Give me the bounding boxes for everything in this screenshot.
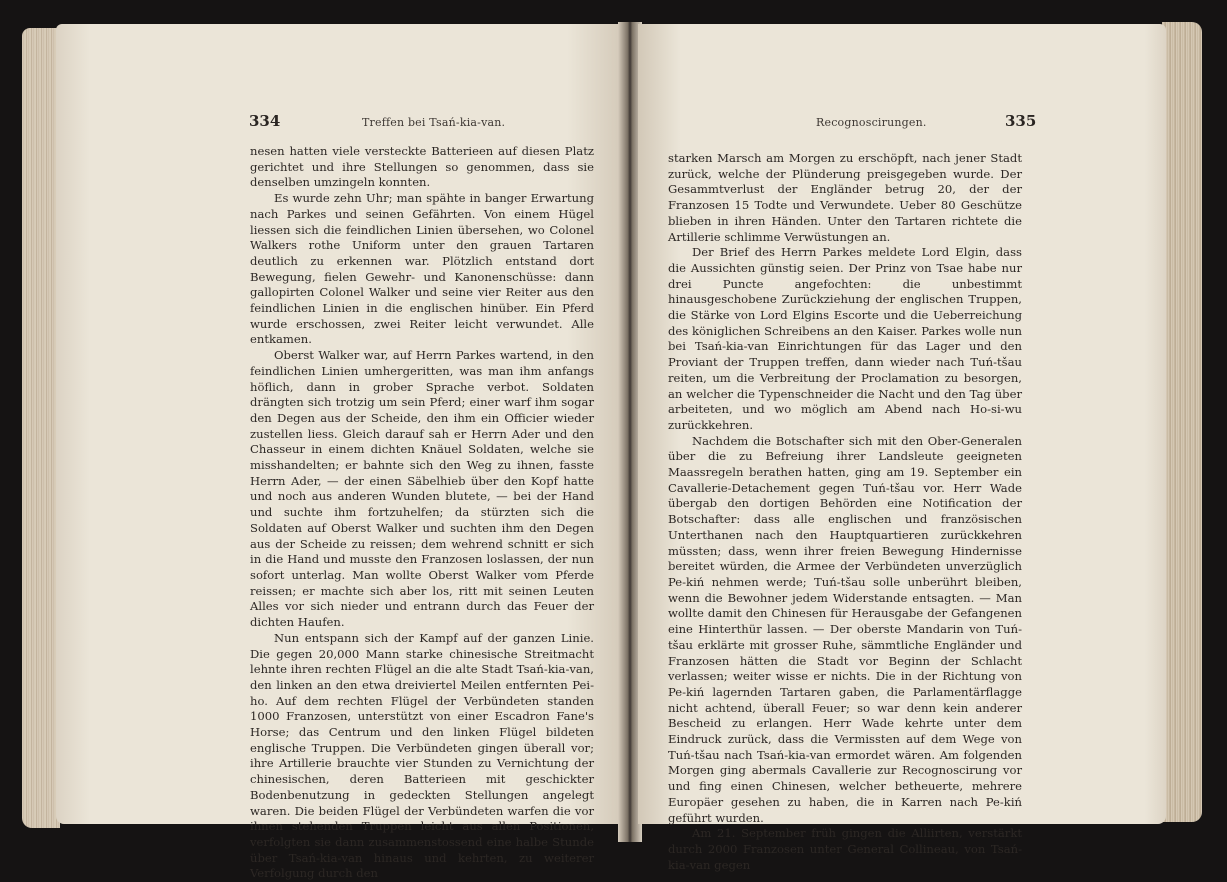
page-edges-right [1162, 22, 1202, 822]
page-number-right: 335 [1005, 112, 1037, 130]
page-edges-left [22, 28, 60, 828]
paragraph: Der Brief des Herrn Parkes meldete Lord Elgin, dass die Aussichten günstig seien. Der Prinz von Tsae habe nur drei Puncte angefochten: die unbestimmt hinausgeschobene Zurückziehung der englischen Truppen, die Stärke von Lord Elgins Escorte und die Ueberreichung des königlichen Schreibens an den Kaiser. Parkes wolle nun bei Tsań-kia-van Einrichtungen für das Lager und den Proviant der Truppen treffen, dann wieder nach Tuń-tšau reiten, um die Verbreitung der Proclamation zu besorgen, an welcher die Typenschneider die Nacht und den Tag über arbeiteten, und wo möglich am Abend nach Ho-si-wu zurückkehren. [668, 245, 1022, 432]
page-number-left: 334 [249, 112, 281, 130]
paragraph: starken Marsch am Morgen zu erschöpft, nach jener Stadt zurück, welche der Plünderung preisgegeben wurde. Der Gesammtverlust der Engländer betrug 20, der der Franzosen 15 Todte und Verwundete. Ueber 80 Geschütze blieben in ihren Händen. Unter den Tartaren richtete die Artillerie schlimme Verwüstungen an. [668, 151, 1022, 244]
left-page [56, 24, 624, 881]
paragraph: Nun entspann sich der Kampf auf der ganzen Linie. Die gegen 20,000 Mann starke chinesische Streitmacht lehnte ihren rechten Flügel an die alte Stadt Tsań-kia-van, den linken an den etwa dreiviertel Meilen entfernten Pei-ho. Auf dem rechten Flügel der Verbündeten standen 1000 Franzosen, unterstützt von einer Escadron Fane's Horse; das Centrum und den linken Flügel bildeten englische Truppen. Die Verbündeten gingen überall vor; ihre Artillerie brauchte vier Stunden zu Vernichtung der chinesischen, deren Batterieen mit geschickter Bodenbenutzung in gedeckten Stellungen angelegt waren. Die beiden Flügel der Verbündeten warfen die vor ihnen stehenden Truppen leicht aus allen Positionen, verfolgten sie dann zusammenstossend eine halbe Stunde über Tsań-kia-van hinaus und kehrten, zu weiterer Verfolgung durch den [250, 630, 594, 881]
paragraph: Am 21. September früh gingen die Alliirten, verstärkt durch 2000 Franzosen unter General Collineau, von Tsań-kia-van gegen [668, 826, 1022, 872]
running-head-right: Recognoscirungen. [816, 116, 927, 129]
running-head-left: Treffen bei Tsań-kia-van. [362, 116, 506, 129]
paragraph: Oberst Walker war, auf Herrn Parkes wartend, in den feindlichen Linien umhergeritten, was man ihm anfangs höflich, dann in grober Sprache verbot. Soldaten drängten sich trotzig um sein Pferd; einer warf ihm sogar den Degen aus der Scheide, den ihm ein Officier wieder zustellen liess. Gleich darauf sah er Herrn Ader und den Chasseur in einem dichten Knäuel Soldaten, welche sie misshandelten; er bahnte sich den Weg zu ihnen, fasste Herrn Ader, — der einen Säbelhieb über den Kopf hatte und noch aus anderen Wunden blutete, — bei der Hand und suchte ihm fortzuhelfen; da stürzten sich die Soldaten auf Oberst Walker und suchten ihm den Degen aus der Scheide zu reissen; dem wehrend schnitt er sich in die Hand und musste den Franzosen loslassen, der nun sofort unterlag. Man wollte Oberst Walker vom Pferde reissen; er machte sich aber los, ritt mit seinen Leuten Alles vor sich nieder und entrann durch das Feuer der dichten Haufen. [250, 348, 594, 630]
paragraph: Nachdem die Botschafter sich mit den Ober-Generalen über die zu Befreiung ihrer Landsleute geeigneten Maassregeln berathen hatten, ging am 19. September ein Cavallerie-Detachement gegen Tuń-tšau vor. Herr Wade übergab den dortigen Behörden eine Notification der Botschafter: dass alle englischen und französischen Unterthanen nach den Hauptquartieren zurückkehren müssten; dass, wenn ihrer freien Bewegung Hindernisse bereitet würden, die Armee der Verbündeten unverzüglich Pe-kiń nehmen werde; Tuń-tšau solle unberührt bleiben, wenn die Bewohner jedem Widerstande entsagten. — Man wollte damit den Chinesen für Herausgabe der Gefangenen eine Hinterthür lassen. — Der oberste Mandarin von Tuń-tšau erklärte mit grosser Ruhe, sämmtliche Engländer und Franzosen hätten die Stadt vor Beginn der Schlacht verlassen; weiter wisse er nichts. Die in der Richtung von Pe-kiń lagernden Tartaren gaben, die Parlamentärflagge nicht achtend, überall Feuer; so war denn kein anderer Bescheid zu erlangen. Herr Wade kehrte unter dem Eindruck zurück, dass die Vermissten auf dem Wege von Tuń-tšau nach Tsań-kia-van ermordet wären. Am folgenden Morgen ging abermals Cavallerie zur Recognoscirung vor und fing einen Chinesen, welcher betheuerte, mehrere Europäer gesehen zu haben, die in Karren nach Pe-kiń geführt wurden. [668, 433, 1022, 825]
paragraph: nesen hatten viele versteckte Batterieen auf diesen Platz gerichtet und ihre Stellungen so genommen, dass sie denselben umzingeln konnten. [250, 144, 594, 190]
body-text-left [250, 144, 594, 882]
body-text-right [668, 151, 1022, 873]
paragraph: Es wurde zehn Uhr; man spähte in banger Erwartung nach Parkes und seinen Gefährten. Von einem Hügel liessen sich die feindlichen Linien übersehen, wo Colonel Walkers rothe Uniform unter den grauen Tartaren deutlich zu erkennen war. Plötzlich entstand dort Bewegung, fielen Gewehr- und Kanonenschüsse: dann gallopirten Colonel Walker und seine vier Reiter aus den feindlichen Linien in die englischen hinüber. Ein Pferd wurde erschossen, zwei Reiter leicht verwundet. Alle entkamen. [250, 191, 594, 347]
right-page [638, 24, 1166, 872]
